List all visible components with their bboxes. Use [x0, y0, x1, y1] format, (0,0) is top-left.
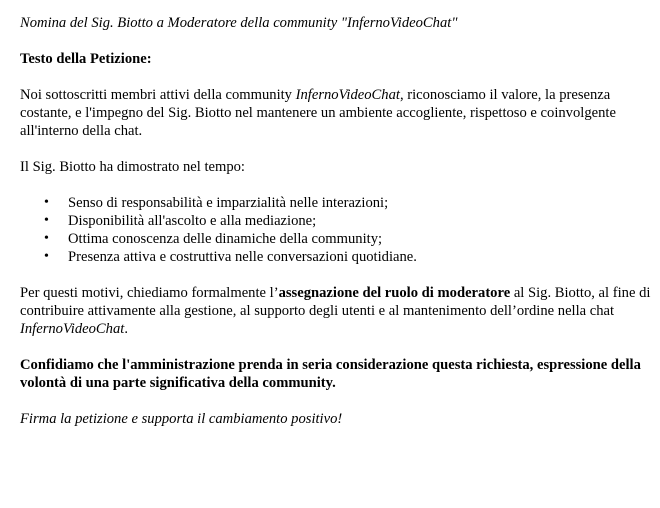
petition-title: Nomina del Sig. Biotto a Moderatore della community "InfernoVideoChat" — [20, 15, 458, 31]
intro-paragraph — [20, 86, 654, 140]
confidence-paragraph: Confidiamo che l'amministrazione prenda in seria considerazione questa richiesta, espressione della volontà di una parte significativa della community. — [20, 357, 641, 391]
intro-text-start: Noi sottoscritti membri attivi della community — [20, 87, 296, 103]
list-item — [44, 194, 654, 212]
bullet-icon: • — [44, 231, 49, 246]
call-to-action: Firma la petizione e supporta il cambiamento positivo! — [20, 411, 343, 427]
request-paragraph — [20, 284, 654, 338]
request-community-name: InfernoVideoChat — [20, 321, 125, 337]
list-item-text: Disponibilità all'ascolto e alla mediazione; — [68, 213, 317, 229]
list-item — [44, 212, 654, 230]
request-text-middle: al Sig. Biotto, al fine di contribuire attivamente alla gestione, al supporto degli utenti e al mantenimento dell’ordine nella chat — [20, 285, 651, 319]
intro-text-end: , riconosciamo il valore, la presenza costante, e l'impegno del Sig. Biotto nel mantenere un ambiente accogliente, rispettoso e coinvolgente all'interno della chat. — [20, 87, 616, 139]
list-item — [44, 248, 654, 266]
bullet-icon: • — [44, 213, 49, 228]
bullet-icon: • — [44, 195, 49, 210]
request-text-start: Per questi motivi, chiediamo formalmente l’ — [20, 285, 279, 301]
bullet-icon: • — [44, 249, 49, 264]
list-item-text: Ottima conoscenza delle dinamiche della community; — [68, 231, 383, 247]
demonstrated-paragraph: Il Sig. Biotto ha dimostrato nel tempo: — [20, 159, 245, 175]
request-bold-text: assegnazione del ruolo di moderatore — [278, 285, 511, 301]
petition-heading: Testo della Petizione: — [20, 51, 152, 67]
qualities-list — [20, 194, 654, 266]
list-item-text: Presenza attiva e costruttiva nelle conversazioni quotidiane. — [68, 249, 417, 265]
list-item-text: Senso di responsabilità e imparzialità nelle interazioni; — [68, 195, 389, 211]
request-text-end: . — [124, 321, 128, 337]
list-item — [44, 230, 654, 248]
intro-community-name: InfernoVideoChat — [295, 87, 400, 103]
